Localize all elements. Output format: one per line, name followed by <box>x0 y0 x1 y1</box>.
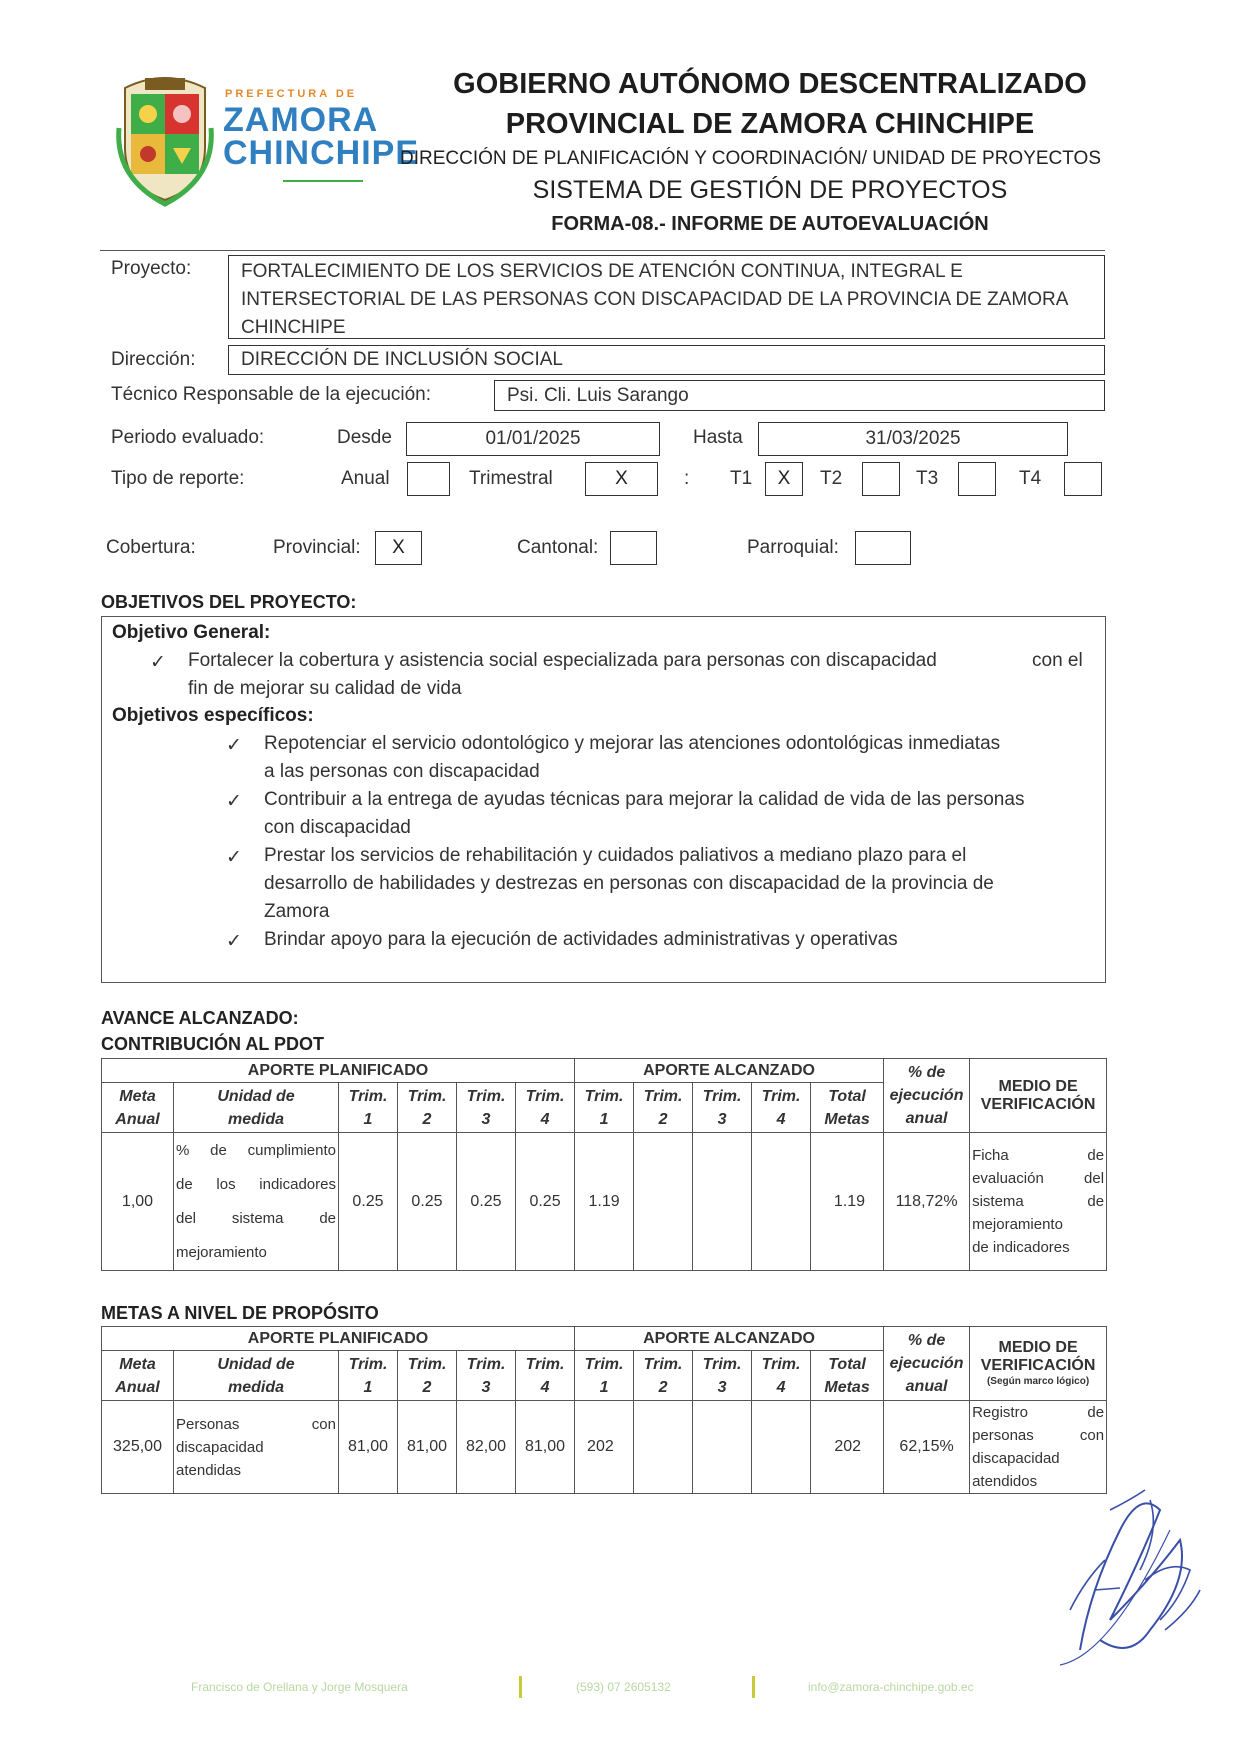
footer-separator <box>519 1676 522 1698</box>
alc-trim-4-cell <box>752 1133 811 1271</box>
meta-anual-cell: 325,00 <box>102 1401 174 1494</box>
objetivo-especifico: Contribuir a la entrega de ayudas técnicas para mejorar la calidad de vida de las personas con discapacidad <box>264 789 1025 838</box>
provincial-checkbox[interactable]: X <box>375 531 422 565</box>
unidad-medida-cell: Personas con discapacidad atendidas <box>174 1401 339 1494</box>
footer-address: Francisco de Orellana y Jorge Mosquera <box>191 1680 408 1694</box>
plan-trim-3-header: Trim. 3 <box>457 1083 516 1133</box>
pct-ejecucion-header: % de ejecución anual <box>884 1327 970 1401</box>
proyecto-label: Proyecto: <box>111 258 192 279</box>
check-icon: ✓ <box>226 735 242 756</box>
footer-phone: (593) 07 2605132 <box>576 1680 671 1694</box>
t3-label: T3 <box>916 468 939 489</box>
footer-separator <box>752 1676 755 1698</box>
alc-trim-4-header: Trim. 4 <box>752 1083 811 1133</box>
logo-line1: ZAMORA <box>223 101 379 139</box>
desde-field <box>406 422 660 456</box>
check-icon: ✓ <box>150 652 166 673</box>
alc-trim-1-header: Trim. 1 <box>575 1083 634 1133</box>
hasta-label: Hasta <box>693 427 743 448</box>
alc-trim-3-cell <box>693 1401 752 1494</box>
plan-trim-2-header: Trim. 2 <box>398 1083 457 1133</box>
objetivos-especificos-label: Objetivos específicos: <box>112 705 314 726</box>
objetivo-especifico: Prestar los servicios de rehabilitación y cuidados paliativos a mediano plazo para el desarrollo de habilidades y destrezas en personas con discapacidad de la provincia de Zamora <box>264 845 994 922</box>
logo-line2: CHINCHIPE <box>223 134 420 172</box>
objetivo-general-label: Objetivo General: <box>112 622 271 643</box>
alc-trim-4-cell <box>752 1401 811 1494</box>
t1-label: T1 <box>730 468 753 489</box>
parroquial-checkbox[interactable] <box>855 531 911 565</box>
desde-value: 01/01/2025 <box>485 428 581 449</box>
direccion-value: DIRECCIÓN DE INCLUSIÓN SOCIAL <box>241 349 563 370</box>
contribucion-pdot-title: CONTRIBUCIÓN AL PDOT <box>101 1034 324 1054</box>
check-icon: ✓ <box>226 847 242 868</box>
tecnico-label: Técnico Responsable de la ejecución: <box>111 384 432 405</box>
plan-trim-3-cell: 82,00 <box>457 1401 516 1494</box>
plan-trim-2-cell: 81,00 <box>398 1401 457 1494</box>
medio-verificacion-header: MEDIO DE VERIFICACIÓN (Según marco lógico) <box>970 1327 1107 1401</box>
tipo-colon: : <box>684 468 690 489</box>
table-row <box>102 1133 1107 1271</box>
plan-trim-1-cell: 81,00 <box>339 1401 398 1494</box>
plan-trim-3-cell: 0.25 <box>457 1133 516 1271</box>
meta-anual-header: Meta Anual <box>102 1351 174 1401</box>
plan-trim-1-cell: 0.25 <box>339 1133 398 1271</box>
logo-underline <box>283 180 363 182</box>
alc-trim-1-cell: 1.19 <box>575 1133 634 1271</box>
plan-trim-4-cell: 81,00 <box>516 1401 575 1494</box>
tecnico-value: Psi. Cli. Luis Sarango <box>507 385 689 406</box>
hasta-field <box>758 422 1068 456</box>
t2-checkbox[interactable] <box>862 462 900 496</box>
proyecto-line-2: INTERSECTORIAL DE LAS PERSONAS CON DISCAPACIDAD DE LA PROVINCIA DE ZAMORA <box>241 289 1069 310</box>
proyecto-line-3: CHINCHIPE <box>241 317 346 338</box>
trimestral-checkbox[interactable]: X <box>585 462 658 496</box>
aporte-planificado-header: APORTE PLANIFICADO <box>102 1059 575 1083</box>
logo-prefix: PREFECTURA DE <box>225 88 358 100</box>
objetivo-especifico: Repotenciar el servicio odontológico y mejorar las atenciones odontológicas inmediatas a las personas con discapacidad <box>264 733 1001 782</box>
metas-proposito-title: METAS A NIVEL DE PROPÓSITO <box>101 1303 379 1323</box>
plan-trim-4-header: Trim. 4 <box>516 1351 575 1401</box>
handwritten-signature <box>1050 1470 1210 1670</box>
check-icon: ✓ <box>226 791 242 812</box>
total-metas-header: Total Metas <box>811 1351 884 1401</box>
plan-trim-3-header: Trim. 3 <box>457 1351 516 1401</box>
objetivo-especifico: Brindar apoyo para la ejecución de actividades administrativas y operativas <box>264 929 898 950</box>
alc-trim-2-header: Trim. 2 <box>634 1351 693 1401</box>
objetivo-general-line-1: Fortalecer la cobertura y asistencia social especializada para personas con discapacidad <box>188 650 937 671</box>
total-metas-cell: 202 <box>811 1401 884 1494</box>
footer-email[interactable]: info@zamora-chinchipe.gob.ec <box>808 1680 974 1694</box>
header-divider <box>100 250 1105 251</box>
tecnico-field <box>494 380 1105 411</box>
medio-verificacion-header: MEDIO DE VERIFICACIÓN <box>970 1059 1107 1133</box>
plan-trim-2-header: Trim. 2 <box>398 1351 457 1401</box>
header-system: SISTEMA DE GESTIÓN DE PROYECTOS <box>532 176 1008 204</box>
plan-trim-2-cell: 0.25 <box>398 1133 457 1271</box>
provincial-label: Provincial: <box>273 537 361 558</box>
coat-of-arms-icon <box>115 68 215 208</box>
cobertura-label: Cobertura: <box>106 537 196 558</box>
t2-label: T2 <box>820 468 843 489</box>
direccion-label: Dirección: <box>111 349 196 370</box>
alc-trim-2-cell <box>634 1401 693 1494</box>
unidad-medida-header: Unidad de medida <box>174 1083 339 1133</box>
plan-trim-4-cell: 0.25 <box>516 1133 575 1271</box>
total-metas-cell: 1.19 <box>811 1133 884 1271</box>
meta-anual-header: Meta Anual <box>102 1083 174 1133</box>
objetivo-general-line-2: fin de mejorar su calidad de vida <box>188 678 462 699</box>
cantonal-label: Cantonal: <box>517 537 599 558</box>
pdot-table <box>101 1058 1107 1271</box>
proyecto-field <box>228 255 1105 339</box>
tipo-label: Tipo de reporte: <box>111 468 245 489</box>
medio-verificacion-cell: Ficha de evaluación del sistema de mejoramiento de indicadores <box>970 1133 1107 1271</box>
pct-ejecucion-cell: 118,72% <box>884 1133 970 1271</box>
parroquial-label: Parroquial: <box>747 537 839 558</box>
pct-ejecucion-header: % de ejecución anual <box>884 1059 970 1133</box>
aporte-alcanzado-header: APORTE ALCANZADO <box>575 1059 884 1083</box>
cantonal-checkbox[interactable] <box>610 531 657 565</box>
objetivo-general-line-1b: con el <box>1032 650 1083 671</box>
anual-checkbox[interactable] <box>407 462 450 496</box>
alc-trim-3-header: Trim. 3 <box>693 1083 752 1133</box>
alc-trim-1-cell: 202 <box>575 1401 634 1494</box>
aporte-alcanzado-header: APORTE ALCANZADO <box>575 1327 884 1351</box>
objetivos-section-title: OBJETIVOS DEL PROYECTO: <box>101 592 357 612</box>
plan-trim-4-header: Trim. 4 <box>516 1083 575 1133</box>
header-title-2: PROVINCIAL DE ZAMORA CHINCHIPE <box>505 108 1035 140</box>
aporte-planificado-header: APORTE PLANIFICADO <box>102 1327 575 1351</box>
meta-anual-cell: 1,00 <box>102 1133 174 1271</box>
avance-title: AVANCE ALCANZADO: <box>101 1008 299 1028</box>
t4-checkbox[interactable] <box>1064 462 1102 496</box>
anual-label: Anual <box>341 468 390 489</box>
desde-label: Desde <box>337 427 392 448</box>
metas-table <box>101 1326 1107 1494</box>
check-icon: ✓ <box>226 931 242 952</box>
hasta-value: 31/03/2025 <box>865 428 961 449</box>
periodo-label: Periodo evaluado: <box>111 427 265 448</box>
header-subtitle: DIRECCIÓN DE PLANIFICACIÓN Y COORDINACIÓN/ UNIDAD DE PROYECTOS <box>400 148 1101 169</box>
header-title-1: GOBIERNO AUTÓNOMO DESCENTRALIZADO <box>453 68 1087 100</box>
alc-trim-3-header: Trim. 3 <box>693 1351 752 1401</box>
t4-label: T4 <box>1019 468 1042 489</box>
unidad-medida-header: Unidad de medida <box>174 1351 339 1401</box>
medio-verificacion-cell: Registro de personas con discapacidad atendidos <box>970 1401 1107 1494</box>
alc-trim-3-cell <box>693 1133 752 1271</box>
pct-ejecucion-cell: 62,15% <box>884 1401 970 1494</box>
alc-trim-4-header: Trim. 4 <box>752 1351 811 1401</box>
header-form: FORMA-08.- INFORME DE AUTOEVALUACIÓN <box>551 213 989 235</box>
total-metas-header: Total Metas <box>811 1083 884 1133</box>
logo <box>115 68 420 208</box>
table-row <box>102 1401 1107 1494</box>
plan-trim-1-header: Trim. 1 <box>339 1351 398 1401</box>
alc-trim-2-header: Trim. 2 <box>634 1083 693 1133</box>
alc-trim-1-header: Trim. 1 <box>575 1351 634 1401</box>
objetivos-box <box>101 616 1106 983</box>
plan-trim-1-header: Trim. 1 <box>339 1083 398 1133</box>
proyecto-line-1: FORTALECIMIENTO DE LOS SERVICIOS DE ATENCIÓN CONTINUA, INTEGRAL E <box>241 261 963 282</box>
direccion-field <box>228 345 1105 375</box>
t3-checkbox[interactable] <box>958 462 996 496</box>
trimestral-label: Trimestral <box>469 468 553 489</box>
unidad-medida-cell: % de cumplimiento de los indicadores del sistema de mejoramiento <box>174 1133 339 1271</box>
t1-checkbox[interactable]: X <box>765 462 803 496</box>
alc-trim-2-cell <box>634 1133 693 1271</box>
